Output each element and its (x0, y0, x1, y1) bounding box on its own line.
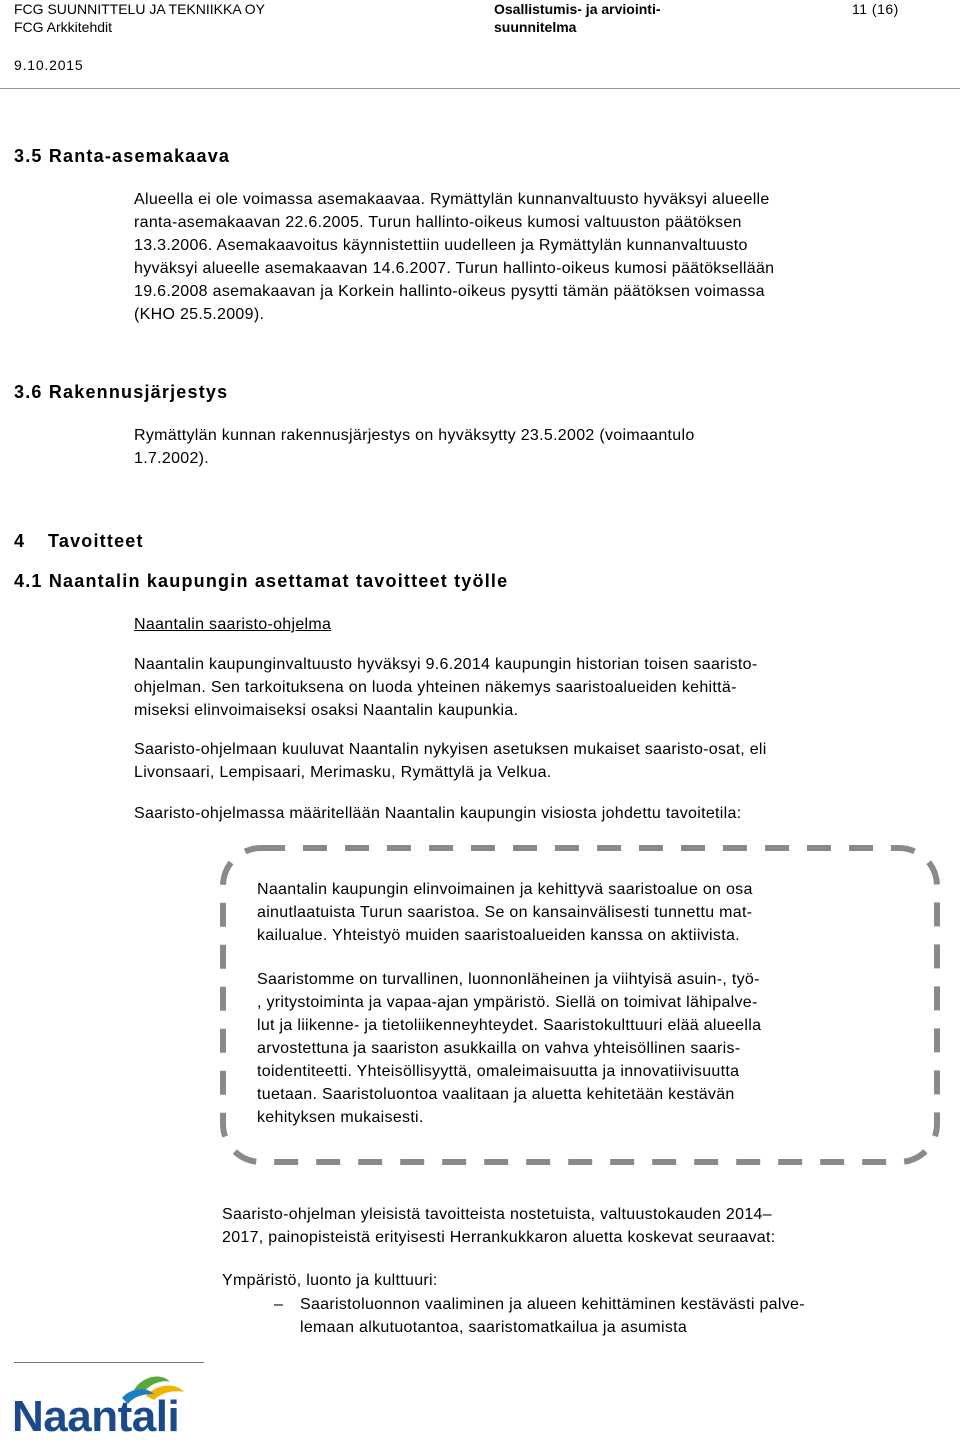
heading-4-1: 4.1 Naantalin kaupungin asettamat tavoitteet työlle (14, 571, 509, 591)
header-page-number: 11 (16) (852, 1, 899, 17)
header-doc-title-2: suunnitelma (494, 19, 577, 35)
header-date: 9.10.2015 (14, 57, 84, 73)
vision-paragraph-1: Naantalin kaupungin elinvoimainen ja kehittyvä saaristoalue on osa ainutlaatuista Turun saaristoa. Se on kansainvälisesti tunnettu mat- kailualue. Yhteistyö muiden saaristoalueiden kanssa on aktiivista. (257, 881, 753, 944)
footer-rule (14, 1362, 204, 1363)
heading-4-text: Tavoitteet (48, 531, 144, 551)
section-4-1-paragraph-2: Saaristo-ohjelmaan kuuluvat Naantalin nykyisen asetuksen mukaiset saaristo-osat, eli Livonsaari, Lempisaari, Merimasku, Rymättylä ja Velkua. (134, 741, 767, 781)
bullet-dash: – (274, 1296, 284, 1313)
section-4-1-paragraph-3: Saaristo-ohjelmassa määritellään Naantalin kaupungin visiosta johdettu tavoitetila: (134, 805, 742, 822)
header-doc-title-1: Osallistumis- ja arviointi- (494, 1, 661, 17)
subheading-saaristo-ohjelma: Naantalin saaristo-ohjelma (134, 616, 332, 633)
header-rule (0, 88, 960, 89)
bullet-item: Saaristoluonnon vaaliminen ja alueen kehittäminen kestävästi palve- lemaan alkutuotantoa, saaristomatkailua ja asumista (300, 1296, 805, 1336)
after-paragraph-2: Ympäristö, luonto ja kulttuuri: (222, 1272, 438, 1289)
heading-4-number: 4 (14, 531, 26, 551)
header-department: FCG Arkkitehdit (14, 19, 113, 35)
heading-3-5: 3.5 Ranta-asemakaava (14, 146, 231, 166)
section-3-5-text: Alueella ei ole voimassa asemakaavaa. Rymättylän kunnanvaltuusto hyväksyi alueelle ranta-asemakaavan 22.6.2005. Turun hallinto-oikeus kumosi valtuuston päätöksen 13.3.2006. Asemakaavoitus käynnistettiin uudelleen ja Rymättylän kunnanvaltuusto hyväksyi alueelle asemakaavan 14.6.2007. Turun hallinto-oikeus kumosi päätöksellään 19.6.2008 asemakaavan ja Korkein hallinto-oikeus pysytti tämän päätöksen voimassa (KHO 25.5.2009). (134, 191, 775, 323)
after-paragraph-1: Saaristo-ohjelman yleisistä tavoitteista nostetuista, valtuustokauden 2014– 2017, painopisteistä erityisesti Herrankukkaron aluetta koskevat seuraavat: (222, 1206, 776, 1246)
section-4-1-paragraph-1: Naantalin kaupunginvaltuusto hyväksyi 9.6.2014 kaupungin historian toisen saaristo- ohjelman. Sen tarkoituksena on luoda yhteinen näkemys saaristoalueiden kehittä- miseksi elinvoimaiseksi osaksi Naantalin kaupunkia. (134, 656, 758, 719)
naantali-logo-text: Naantali (12, 1392, 180, 1441)
vision-paragraph-2: Saaristomme on turvallinen, luonnonläheinen ja viihtyisä asuin-, työ- , yritystoiminta ja vapaa-ajan ympäristö. Siellä on toimivat lähipalve- lut ja liikenne- ja tietoliikenneyhteydet. Saaristokulttuuri elää alueella arvostettuna ja saariston asukkailla on vahva yhteisöllinen saaris- toidentiteetti. Yhteisöllisyyttä, omaleimaisuutta ja innovatiivisuutta tuetaan. Saaristoluontoa vaalitaan ja aluetta kehitetään kestävän kehityksen mukaisesti. (257, 971, 762, 1126)
section-3-6-text: Rymättylän kunnan rakennusjärjestys on hyväksytty 23.5.2002 (voimaantulo 1.7.2002). (134, 427, 695, 467)
header-company: FCG SUUNNITTELU JA TEKNIIKKA OY (14, 1, 266, 17)
heading-3-6: 3.6 Rakennusjärjestys (14, 382, 229, 402)
